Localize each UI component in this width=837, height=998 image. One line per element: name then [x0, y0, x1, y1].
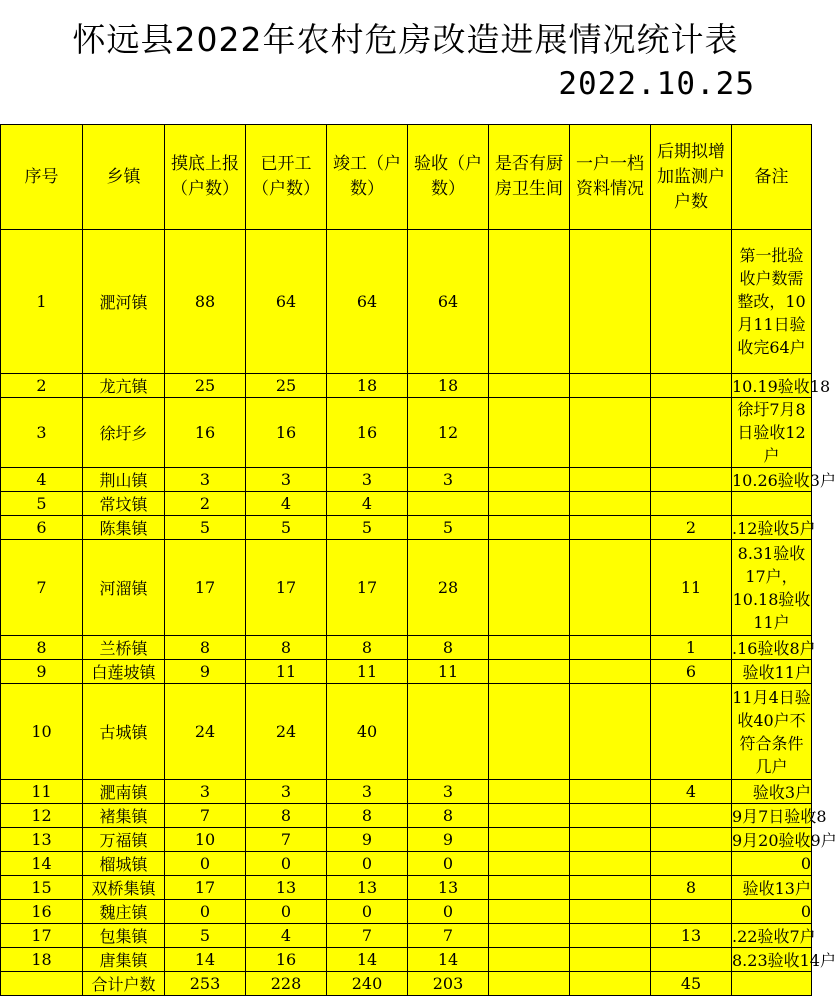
cell-archive	[570, 804, 651, 828]
cell-kitchen	[489, 780, 570, 804]
table-row	[1, 828, 812, 852]
cell-started: 25	[246, 374, 327, 398]
cell-completed: 3	[327, 780, 408, 804]
table-row	[1, 398, 812, 468]
cell-accepted: 3	[408, 780, 489, 804]
cell-no: 15	[1, 876, 83, 900]
header-kitchen: 是否有厨房卫生间	[489, 125, 570, 230]
cell-monitor	[651, 468, 732, 492]
cell-town: 龙亢镇	[83, 374, 165, 398]
cell-started: 3	[246, 780, 327, 804]
cell-kitchen	[489, 876, 570, 900]
cell-archive	[570, 660, 651, 684]
cell-monitor	[651, 684, 732, 780]
cell-archive	[570, 230, 651, 374]
cell-started: 7	[246, 828, 327, 852]
cell-kitchen	[489, 374, 570, 398]
table-row	[1, 540, 812, 636]
cell-note: 第一批验收户数需整改，10月11日验收完64户	[732, 230, 812, 374]
table-body	[1, 230, 837, 996]
cell-archive	[570, 540, 651, 636]
cell-monitor: 11	[651, 540, 732, 636]
cell-note: 徐圩7月8日验收12户	[732, 398, 812, 468]
cell-note: 8.23验收14户	[732, 948, 812, 972]
cell-monitor: 4	[651, 780, 732, 804]
cell-completed: 11	[327, 660, 408, 684]
cell-completed: 8	[327, 804, 408, 828]
cell-kitchen	[489, 660, 570, 684]
cell-archive	[570, 876, 651, 900]
cell-monitor	[651, 948, 732, 972]
table-row	[1, 876, 812, 900]
cell-monitor	[651, 374, 732, 398]
cell-no: 11	[1, 780, 83, 804]
cell-completed: 9	[327, 828, 408, 852]
cell-accepted: 9	[408, 828, 489, 852]
cell-completed: 240	[327, 972, 408, 996]
cell-archive	[570, 398, 651, 468]
header-monitor: 后期拟增加监测户户数	[651, 125, 732, 230]
table-row	[1, 516, 812, 540]
cell-town: 合计户数	[83, 972, 165, 996]
cell-started: 16	[246, 398, 327, 468]
cell-no: 10	[1, 684, 83, 780]
page-title: 怀远县2022年农村危房改造进展情况统计表	[72, 20, 739, 59]
cell-accepted: 0	[408, 852, 489, 876]
cell-monitor: 2	[651, 516, 732, 540]
cell-archive	[570, 972, 651, 996]
cell-no: 17	[1, 924, 83, 948]
header-archive: 一户一档资料情况	[570, 125, 651, 230]
cell-reported: 16	[165, 398, 246, 468]
table-row	[1, 636, 812, 660]
cell-monitor: 8	[651, 876, 732, 900]
cell-accepted: 5	[408, 516, 489, 540]
cell-accepted: 12	[408, 398, 489, 468]
cell-archive	[570, 924, 651, 948]
cell-kitchen	[489, 828, 570, 852]
cell-kitchen	[489, 540, 570, 636]
cell-monitor	[651, 230, 732, 374]
cell-archive	[570, 636, 651, 660]
cell-kitchen	[489, 948, 570, 972]
cell-reported: 88	[165, 230, 246, 374]
header-completed: 竣工（户数）	[327, 125, 408, 230]
cell-town: 白莲坡镇	[83, 660, 165, 684]
cell-started: 17	[246, 540, 327, 636]
cell-town: 徐圩乡	[83, 398, 165, 468]
cell-started: 4	[246, 924, 327, 948]
cell-accepted: 28	[408, 540, 489, 636]
cell-started: 13	[246, 876, 327, 900]
cell-completed: 8	[327, 636, 408, 660]
cell-started: 0	[246, 852, 327, 876]
cell-reported: 24	[165, 684, 246, 780]
cell-accepted: 7	[408, 924, 489, 948]
cell-accepted: 18	[408, 374, 489, 398]
table-row	[1, 492, 812, 516]
table-row	[1, 804, 812, 828]
cell-no: 8	[1, 636, 83, 660]
cell-accepted: 8	[408, 636, 489, 660]
cell-no: 12	[1, 804, 83, 828]
cell-monitor	[651, 398, 732, 468]
cell-completed: 7	[327, 924, 408, 948]
cell-monitor: 1	[651, 636, 732, 660]
cell-reported: 7	[165, 804, 246, 828]
cell-accepted: 3	[408, 468, 489, 492]
cell-town: 常坟镇	[83, 492, 165, 516]
cell-no: 1	[1, 230, 83, 374]
table-row	[1, 684, 812, 780]
table-row	[1, 852, 812, 876]
cell-accepted: 0	[408, 900, 489, 924]
cell-accepted: 64	[408, 230, 489, 374]
cell-reported: 0	[165, 852, 246, 876]
cell-archive	[570, 374, 651, 398]
cell-town: 包集镇	[83, 924, 165, 948]
cell-started: 64	[246, 230, 327, 374]
cell-town: 榴城镇	[83, 852, 165, 876]
cell-kitchen	[489, 468, 570, 492]
cell-note	[732, 492, 812, 516]
cell-note: 9月20验收9户	[732, 828, 812, 852]
cell-no: 3	[1, 398, 83, 468]
cell-kitchen	[489, 852, 570, 876]
cell-reported: 9	[165, 660, 246, 684]
cell-completed: 4	[327, 492, 408, 516]
cell-reported: 17	[165, 876, 246, 900]
cell-no: 2	[1, 374, 83, 398]
cell-started: 5	[246, 516, 327, 540]
cell-note: 验收11户	[732, 660, 812, 684]
cell-note: .12验收5户	[732, 516, 812, 540]
cell-completed: 18	[327, 374, 408, 398]
cell-reported: 5	[165, 924, 246, 948]
cell-monitor: 13	[651, 924, 732, 948]
cell-reported: 253	[165, 972, 246, 996]
cell-completed: 13	[327, 876, 408, 900]
table-row	[1, 660, 812, 684]
cell-monitor: 6	[651, 660, 732, 684]
cell-monitor	[651, 828, 732, 852]
total-row	[1, 972, 812, 996]
cell-archive	[570, 948, 651, 972]
cell-completed: 0	[327, 852, 408, 876]
cell-reported: 14	[165, 948, 246, 972]
cell-town: 河溜镇	[83, 540, 165, 636]
cell-note: 验收13户	[732, 876, 812, 900]
cell-kitchen	[489, 492, 570, 516]
cell-accepted	[408, 492, 489, 516]
cell-started: 228	[246, 972, 327, 996]
cell-reported: 8	[165, 636, 246, 660]
table-row	[1, 374, 812, 398]
header-town: 乡镇	[83, 125, 165, 230]
cell-town: 荆山镇	[83, 468, 165, 492]
cell-archive	[570, 516, 651, 540]
cell-note: 11月4日验收40户不符合条件几户	[732, 684, 812, 780]
header-row	[1, 125, 812, 230]
cell-no: 18	[1, 948, 83, 972]
cell-reported: 3	[165, 780, 246, 804]
header-no: 序号	[1, 125, 83, 230]
cell-kitchen	[489, 636, 570, 660]
cell-no: 7	[1, 540, 83, 636]
cell-monitor	[651, 492, 732, 516]
cell-accepted: 8	[408, 804, 489, 828]
cell-kitchen	[489, 804, 570, 828]
cell-town: 古城镇	[83, 684, 165, 780]
cell-completed: 0	[327, 900, 408, 924]
cell-note: 验收3户	[732, 780, 812, 804]
cell-town: 唐集镇	[83, 948, 165, 972]
cell-archive	[570, 900, 651, 924]
cell-no: 9	[1, 660, 83, 684]
statistics-table	[0, 124, 837, 996]
cell-town: 兰桥镇	[83, 636, 165, 660]
cell-started: 24	[246, 684, 327, 780]
cell-kitchen	[489, 684, 570, 780]
report-date: 2022.10.25	[558, 66, 755, 102]
cell-kitchen	[489, 516, 570, 540]
cell-archive	[570, 780, 651, 804]
cell-started: 16	[246, 948, 327, 972]
cell-town: 陈集镇	[83, 516, 165, 540]
cell-archive	[570, 828, 651, 852]
cell-note: 8.31验收17户，10.18验收11户	[732, 540, 812, 636]
cell-completed: 14	[327, 948, 408, 972]
cell-note: .16验收8户	[732, 636, 812, 660]
cell-reported: 17	[165, 540, 246, 636]
cell-archive	[570, 852, 651, 876]
cell-note	[732, 972, 812, 996]
cell-town: 双桥集镇	[83, 876, 165, 900]
cell-kitchen	[489, 230, 570, 374]
cell-monitor	[651, 900, 732, 924]
table-row	[1, 900, 812, 924]
cell-reported: 2	[165, 492, 246, 516]
header-accepted: 验收（户数）	[408, 125, 489, 230]
cell-started: 0	[246, 900, 327, 924]
cell-town: 魏庄镇	[83, 900, 165, 924]
cell-kitchen	[489, 972, 570, 996]
cell-completed: 17	[327, 540, 408, 636]
cell-monitor: 45	[651, 972, 732, 996]
cell-note: .22验收7户	[732, 924, 812, 948]
cell-no: 13	[1, 828, 83, 852]
header-started: 已开工（户数）	[246, 125, 327, 230]
cell-town: 淝河镇	[83, 230, 165, 374]
cell-kitchen	[489, 398, 570, 468]
cell-accepted: 13	[408, 876, 489, 900]
cell-completed: 40	[327, 684, 408, 780]
cell-accepted	[408, 684, 489, 780]
cell-note: 10.26验收3户	[732, 468, 812, 492]
cell-town: 淝南镇	[83, 780, 165, 804]
cell-accepted: 203	[408, 972, 489, 996]
cell-no	[1, 972, 83, 996]
cell-accepted: 11	[408, 660, 489, 684]
cell-started: 3	[246, 468, 327, 492]
cell-archive	[570, 492, 651, 516]
header-note: 备注	[732, 125, 812, 230]
cell-no: 14	[1, 852, 83, 876]
cell-no: 16	[1, 900, 83, 924]
cell-archive	[570, 468, 651, 492]
cell-started: 8	[246, 804, 327, 828]
cell-completed: 64	[327, 230, 408, 374]
cell-reported: 5	[165, 516, 246, 540]
cell-started: 8	[246, 636, 327, 660]
cell-archive	[570, 684, 651, 780]
cell-monitor	[651, 804, 732, 828]
cell-no: 4	[1, 468, 83, 492]
cell-kitchen	[489, 924, 570, 948]
cell-no: 5	[1, 492, 83, 516]
cell-reported: 3	[165, 468, 246, 492]
cell-kitchen	[489, 900, 570, 924]
cell-completed: 3	[327, 468, 408, 492]
cell-completed: 16	[327, 398, 408, 468]
cell-completed: 5	[327, 516, 408, 540]
header-reported: 摸底上报（户数）	[165, 125, 246, 230]
cell-note: 10.19验收18	[732, 374, 812, 398]
cell-town: 万福镇	[83, 828, 165, 852]
cell-town: 褚集镇	[83, 804, 165, 828]
cell-note: 0	[732, 852, 812, 876]
table-row	[1, 924, 812, 948]
cell-note: 0	[732, 900, 812, 924]
cell-monitor	[651, 852, 732, 876]
table-row	[1, 948, 812, 972]
cell-started: 4	[246, 492, 327, 516]
cell-no: 6	[1, 516, 83, 540]
table-row	[1, 780, 812, 804]
cell-note: 9月7日验收8	[732, 804, 812, 828]
cell-reported: 25	[165, 374, 246, 398]
table-row	[1, 468, 812, 492]
cell-reported: 0	[165, 900, 246, 924]
table-row	[1, 230, 812, 374]
cell-accepted: 14	[408, 948, 489, 972]
cell-reported: 10	[165, 828, 246, 852]
cell-started: 11	[246, 660, 327, 684]
